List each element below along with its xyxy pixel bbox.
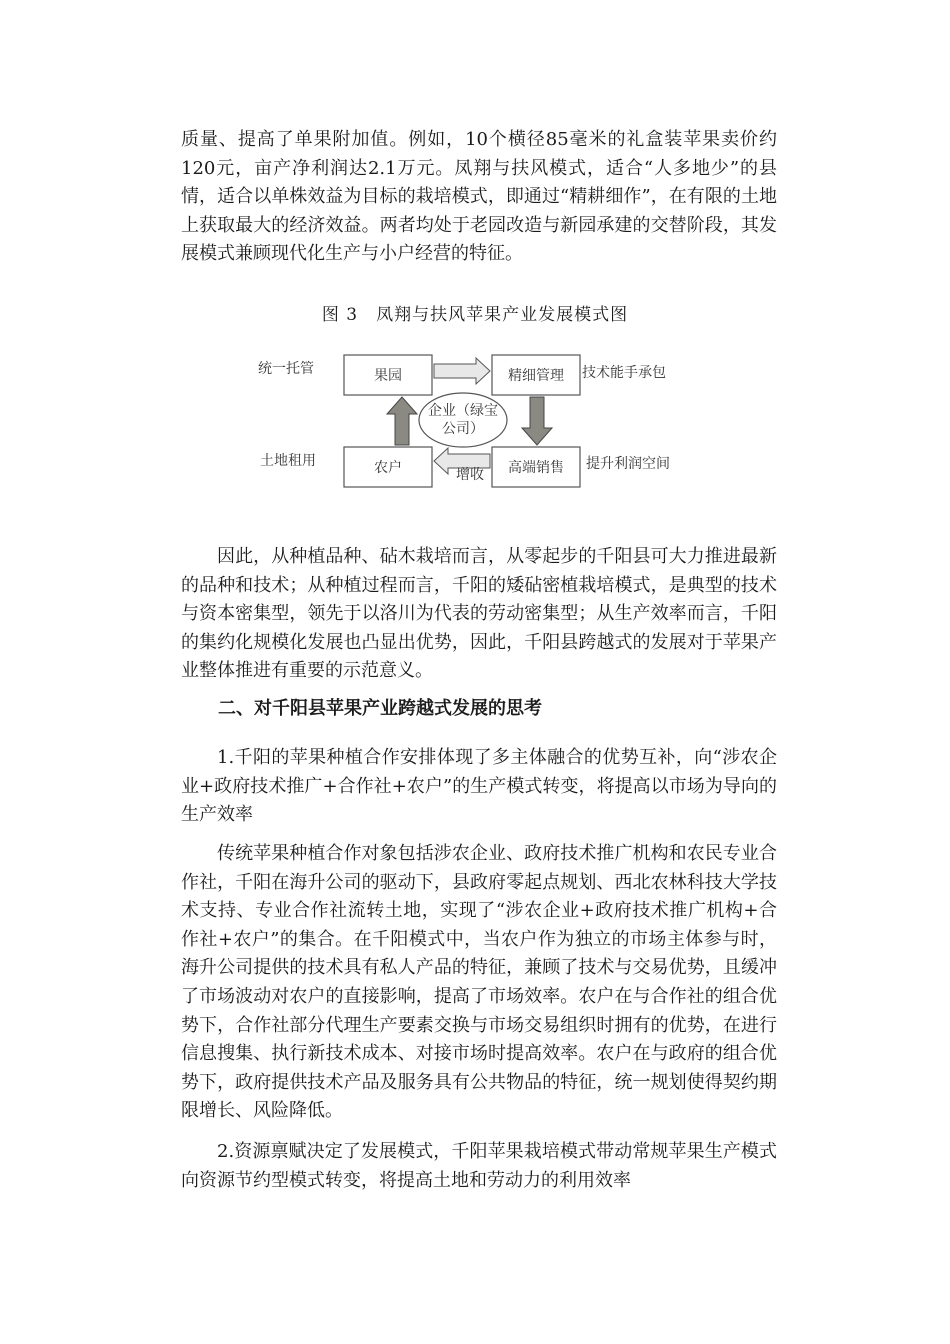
- label-profit: 提升利润空间: [586, 456, 670, 472]
- arrow-management-to-sales: [522, 397, 552, 445]
- paragraph-4: 传统苹果种植合作对象包括涉农企业、政府技术推广机构和农民专业合作社，千阳在海升公司的驱动下，县政府零起点规划、西北农林科技大学技术支持、专业合作社流转土地，实现了“涉农企业+政府技术推广机构+合作社+农户”的集合。在千阳模式中，当农户作为独立的市场主体参与时，海升公司提供的技术具有私人产品的特征，兼顾了技术与交易优势，且缓冲了市场波动对农户的直接影响，提高了市场效率。农户在与合作社的组合优势下，合作社部分代理生产要素交换与市场交易组织时拥有的优势，在进行信息搜集、执行新技术成本、对接市场时提高效率。农户在与政府的组合优势下，政府提供技术产品及服务具有公共物品的特征，统一规划使得契约期限增长、风险降低。: [181, 843, 777, 1122]
- figure-caption: 图 3 凤翔与扶风苹果产业发展模式图: [321, 305, 629, 325]
- label-income: 增收: [456, 467, 484, 483]
- section-heading: 二、对千阳县苹果产业跨越式发展的思考: [218, 698, 542, 719]
- arrow-farmer-to-orchard: [387, 397, 417, 445]
- paragraph-1: 质量、提高了单果附加值。例如，10个横径85毫米的礼盒装苹果卖价约120元，亩产净利润达2.1万元。凤翔与扶风模式，适合“人多地少”的县情，适合以单株效益为目标的栽培模式，即通过“精耕细作”，在有限的土地上获取最大的经济效益。两者均处于老园改造与新园承建的交替阶段，其发展模式兼顾现代化生产与小户经营的特征。: [181, 129, 777, 265]
- label-land-lease: 土地租用: [260, 453, 316, 469]
- box-sales-label: 高端销售: [508, 460, 564, 476]
- box-management-label: 精细管理: [508, 368, 564, 384]
- flow-diagram: [250, 350, 700, 500]
- box-farmer-label: 农户: [374, 460, 402, 476]
- label-contractor: 技术能手承包: [582, 365, 666, 381]
- arrow-orchard-to-management: [434, 358, 490, 384]
- center-enterprise: [419, 393, 507, 447]
- paragraph-5: 2.资源禀赋决定了发展模式，千阳苹果栽培模式带动常规苹果生产模式向资源节约型模式转变，将提高土地和劳动力的利用效率: [181, 1141, 777, 1191]
- label-unified-management: 统一托管: [258, 361, 314, 377]
- center-enterprise-line2: 公司）: [442, 421, 484, 437]
- paragraph-3: 1.千阳的苹果种植合作安排体现了多主体融合的优势互补，向“涉农企业+政府技术推广+合作社+农户”的生产模式转变，将提高以市场为导向的生产效率: [181, 747, 777, 826]
- box-orchard-label: 果园: [374, 368, 402, 384]
- center-enterprise-line1: 企业（绿宝: [428, 403, 498, 419]
- paragraph-2: 因此，从种植品种、砧木栽培而言，从零起步的千阳县可大力推进最新的品种和技术；从种植过程而言，千阳的矮砧密植栽培模式，是典型的技术与资本密集型，领先于以洛川为代表的劳动密集型；从生产效率而言，千阳的集约化规模化发展也凸显出优势，因此，千阳县跨越式的发展对于苹果产业整体推进有重要的示范意义。: [181, 546, 777, 682]
